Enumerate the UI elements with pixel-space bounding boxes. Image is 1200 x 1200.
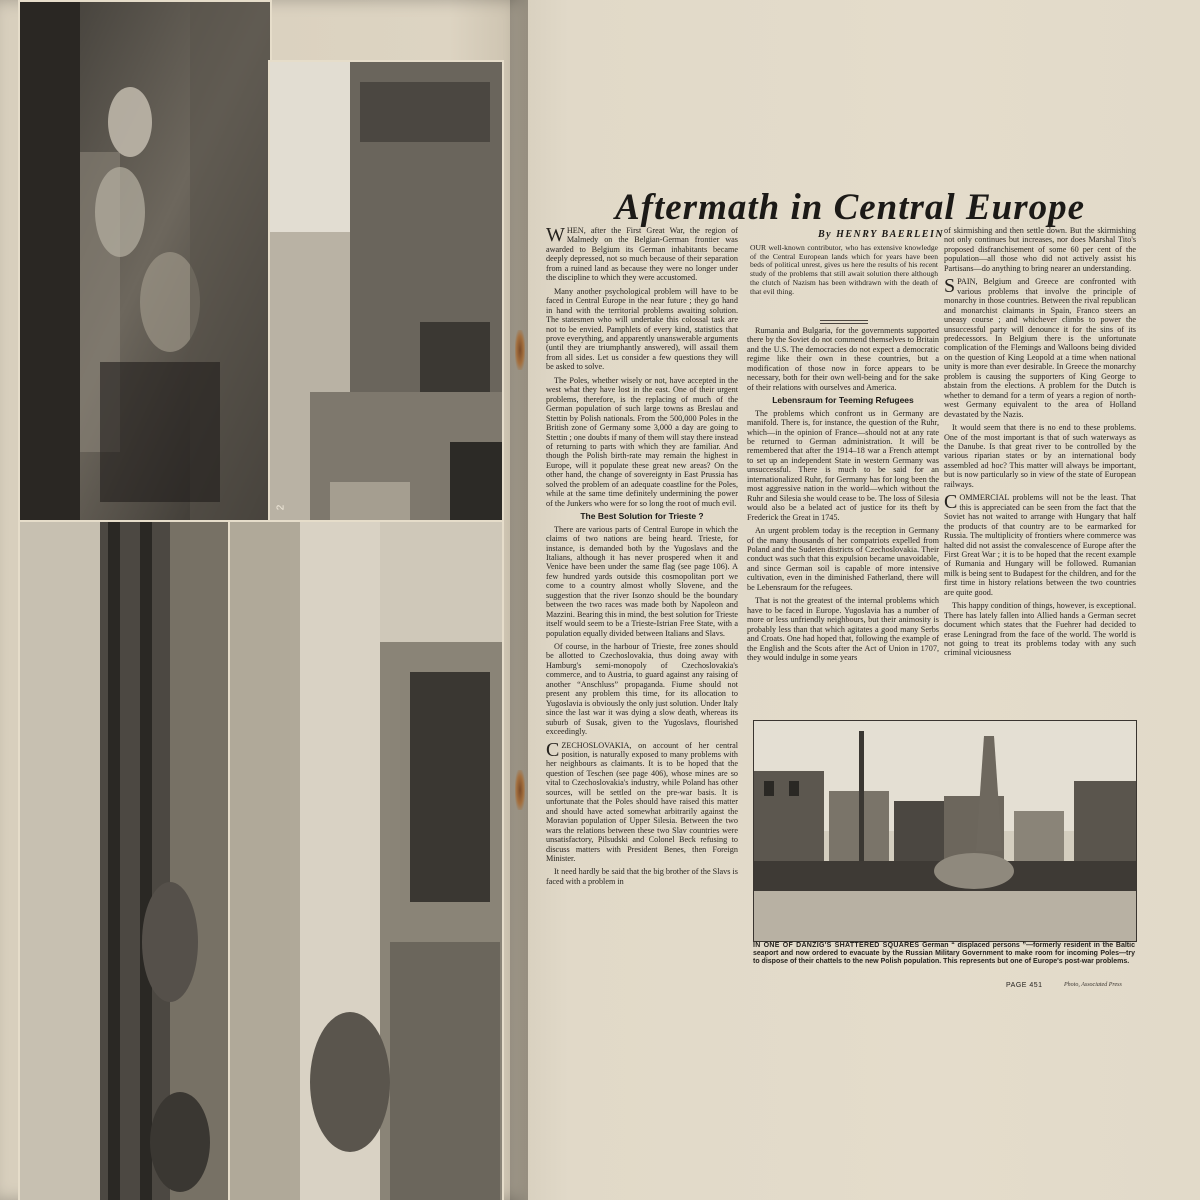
article-column-2 <box>747 326 939 756</box>
paragraph: The problems which confront us in Germany are manifold. There is, for instance, the question of the Ruhr, which—in the opinion of France—should not at any rate be returned to German administration. It will be remembered that after the 1914–18 war a French attempt to set up an independent State in western Germany was unsuccessful. There is much to be said for an internationalized Ruhr, for Germany has for long been the most aggressive nation in the world—which without the Ruhr and Silesia she would cease to be. The loss of Silesia would also be a belated act of justice for its theft by Frederick the Great in 1745. <box>747 408 939 522</box>
editor-note: OUR well-known contributor, who has extensive knowledge of the Central European lands which for years have been beds of political unrest, gives us here the results of his recent study of the problems that still await solution there although the clutch of Nazism has been withdrawn with the death of that evil thing. <box>750 244 938 322</box>
paragraph: WHEN, after the First Great War, the region of Malmedy on the Belgian-German frontier was awarded to Belgium its German inhabitants became deeply depressed, not so much because of their separation from a ruined land as because they were no longer under the discipline to which they were accustomed. <box>546 226 738 283</box>
paragraph: Rumania and Bulgaria, for the governments supported there by the Soviet do not commend themselves to Britain and the U.S. The democracies do not expect a democratic regime like their own in these countries, but a modification of those now in force appears to be necessary, both for their own well-being and for the sake of their relations with ourselves and America. <box>747 326 939 392</box>
divider-rule <box>820 320 868 324</box>
photo-number-label: 2 <box>275 504 287 511</box>
paragraph: That is not the greatest of the internal problems which have to be faced in Europe. Yugoslavia has a number of more or less unfriendly neighbours, but their animosity is probably less than that which agitates a good many Serbs and Croats. One had hoped that, following the example of the English and the Scots after the Act of Union in 1707, they would indulge in some years <box>747 596 939 662</box>
paragraph: Of course, in the harbour of Trieste, free zones should be allotted to Czechoslovakia, thus doing away with Hamburg's semi-monopoly of Czechoslovakia's commerce, and to Austria, to guard against any raising of another “Anschluss” propaganda. Fiume should not present any problem this time, for its allocation to Yugoslavia is obviously the only just solution. Under Italy since the last war it was dying a slow death, whereas its suburb of Susak, given to the Yugoslavs, flourished exceedingly. <box>546 642 738 737</box>
article-title: Aftermath in Central Europe <box>614 187 1086 228</box>
page-number: PAGE 451 <box>1006 982 1043 989</box>
photo-credit: Photo, Associated Press <box>1064 982 1122 988</box>
paragraph: The Poles, whether wisely or not, have accepted in the west what they have lost in the east. One of their urgent problems, therefore, is the replacing of much of the German population of such large towns as Breslau and Stettin by Polish nationals. From the 500,000 Poles in the British zone of Germany some 3,000 a day are going to Stettin ; one doubts if many of them will stay there instead of returning to parts with which they are familiar. And though the Polish birth-rate may remain the highest in Europe, will it populate these great new areas? On the other hand, the change of sovereignty in East Prussia has solved the problem of an adequate coastline for the Poles, while at the same time definitely undermining the power of the Junkers who were for so long the root of much evil. <box>546 375 738 508</box>
photo-caption: IN ONE OF DANZIG'S SHATTERED SQUARES German “ displaced persons ”—formerly resident in the Baltic seaport and now ordered to evacuate by the Russian Military Government to make room for incoming Poles—try to dispose of their chattels to the new Polish population. This represents but one of Europe's post-war problems. <box>753 942 1135 966</box>
paragraph: COMMERCIAL problems will not be the least. That this is appreciated can be seen from the fact that the Soviet has not waited to arrange with Hungary that half the products of that country are to be earmarked for Russia. The multiplicity of frontiers where commerce was halted did not assist the convalescence of Europe after the First Great War ; it is to be hoped that the recent example of Rumania and Hungary will be followed. Rumanian milk is being sent to Budapest for the children, and for the first time in history relations between the two countries are quite good. <box>944 491 1136 597</box>
paragraph: CZECHOSLOVAKIA, on account of her central position, is naturally exposed to many problems with her neighbours as claimants. It is to be hoped that the question of Teschen (see page 406), whose mines are so vital to Czechoslovakia's industry, while Poland has other sources, will be settled on the pre-war basis. It is unfortunate that the Poles should have raised this matter and should have acted somewhat arbitrarily against the Moravian population of Upper Silesia. Between the two wars the relations between these two Slav countries were unsatisfactory, Pilsudski and Colonel Beck refusing to discuss matters with President Benes, then Foreign Minister. <box>546 738 738 863</box>
photo-danzig-square <box>753 720 1137 942</box>
paragraph: of skirmishing and then settle down. But the skirmishing not only continues but increases, nor does Marshal Tito's proposed disfranchisement of some 60 per cent of the population—all those who did not actively assist his Partisans—do anything to bring nearer an understanding. <box>944 226 1136 273</box>
photo-platform-bottom-right <box>228 520 504 1200</box>
left-page-photo-collage <box>0 0 528 1200</box>
article-byline: By HENRY BAERLEIN <box>818 229 945 240</box>
paragraph: It need hardly be said that the big brother of the Slavs is faced with a problem in <box>546 867 738 886</box>
paragraph: There are various parts of Central Europe in which the claims of two nations are being heard. Trieste, for instance, is demanded both by the Yugoslavs and the Italians, although it has never prospered when it and Venice have been under the same flag (see page 106). A few hundred yards outside this cosmopolitan port we come to a country almost wholly Slovene, and the suggestion that the river Isonzo should be the boundary between the two races was made both by Napoleon and Mazzini. Bearing this in mind, the best solution for Trieste itself would seem to be a Trieste-Istrian Free State, with a population equally divided between Italians and Slavs. <box>546 524 738 638</box>
article-column-3 <box>944 226 1136 746</box>
staple-bottom <box>515 770 525 810</box>
article-column-1 <box>546 226 738 986</box>
paragraph: An urgent problem today is the reception in Germany of the many thousands of her compatriots expelled from Poland and the Sudeten districts of Czechoslovakia. Their conduct was such that this expulsion became unavoidable, and since German soil is capable of more intensive cultivation, even in the diminished Fatherland, there will be Lebensraum for the refugees. <box>747 526 939 592</box>
paragraph: It would seem that there is no end to these problems. One of the most important is that of such waterways as the Danube. Is that great river to be controlled by the various riparian states or by an international body assembled ad hoc? This matter will always be important, but is now particularly so in view of the state of European railways. <box>944 423 1136 489</box>
paragraph: SPAIN, Belgium and Greece are confronted with various problems that involve the principle of monarchy in those countries. Between the rival republican and monarchist claimants in Spain, Franco steers an uneasy course ; and whichever climbs to power the unsuccessful party will denounce it for the sins of its predecessors. In Belgium there is the unfortunate complication of the Flemings and Walloons being divided on the question of King Leopold at a time when national unity is more than ever desirable. In Greece the monarchy problem is causing the supporters of King George to abstain from the elections. A problem for the Dutch is whether to demand for a term of years a region of north-west Germany equivalent to the area of Holland devastated by the Nazis. <box>944 275 1136 419</box>
right-page-article <box>528 0 1200 1200</box>
staple-top <box>515 330 525 370</box>
subheading-lebensraum: Lebensraum for Teeming Refugees <box>772 395 914 406</box>
photo-crowd-top-left <box>18 0 272 529</box>
paragraph: This happy condition of things, however, is exceptional. There has lately fallen into Allied hands a German secret document which states that the Fuehrer had decided to erase Leningrad from the face of the world. The world is not going to treat its problems today with any such criminal viciousness <box>944 601 1136 658</box>
photo-train-bottom-left <box>18 520 232 1200</box>
paragraph: Many another psychological problem will have to be faced in Central Europe in the near future ; they go hand in hand with the territorial problems awaiting solution. The statesmen who will undertake this colossal task are not to be envied. Pamphlets of every kind, statistics that prove everything, and apparently unanswerable arguments (until they are triumphantly answered), will assail them from all sides. Let us consider a few questions they will be asked to solve. <box>546 286 738 372</box>
subheading-trieste: The Best Solution for Trieste ? <box>580 511 704 522</box>
